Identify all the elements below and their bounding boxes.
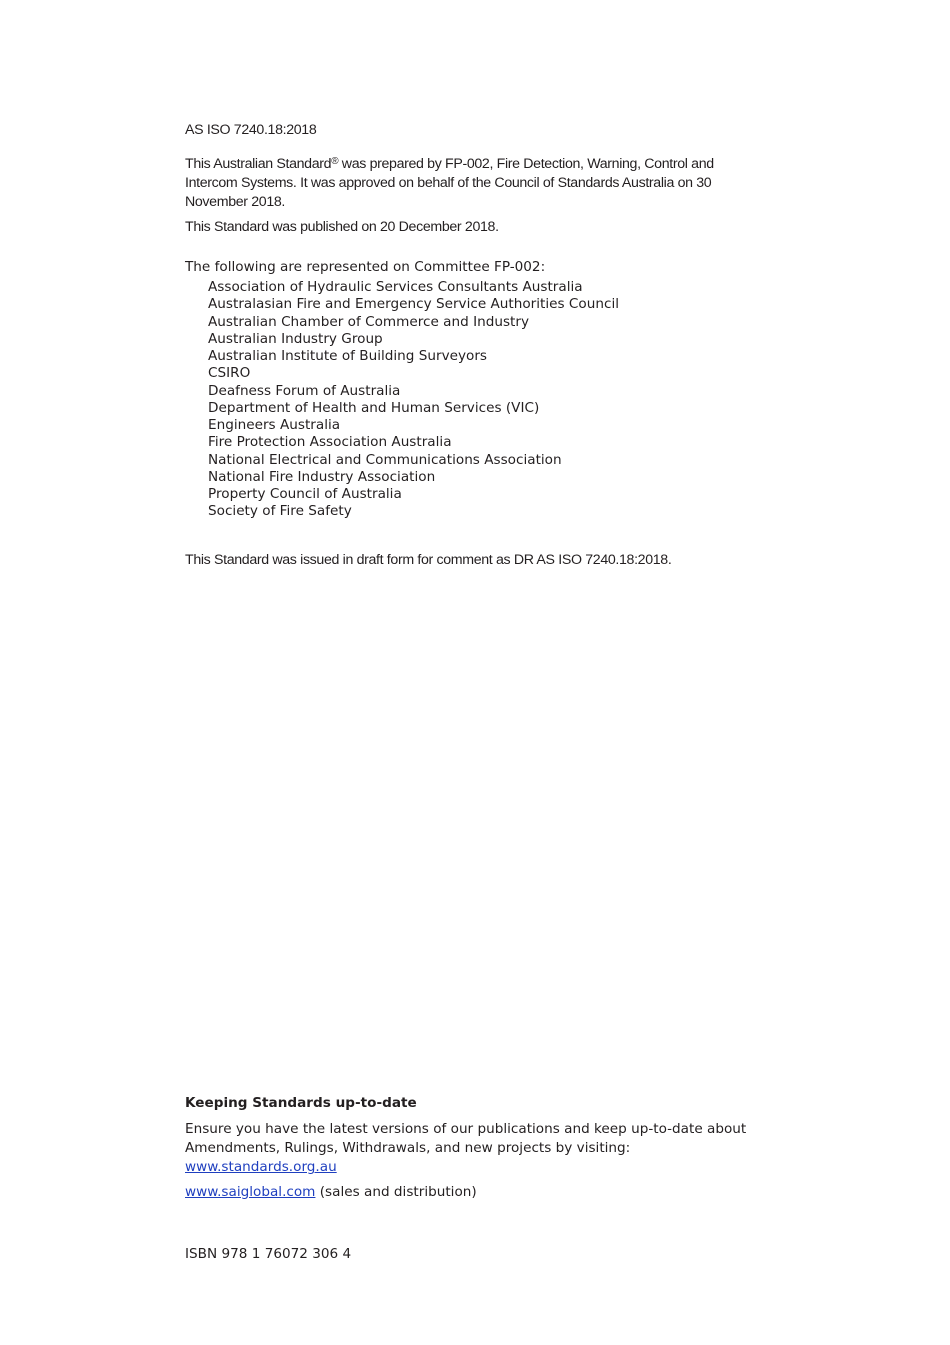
committee-member: Fire Protection Association Australia	[208, 434, 452, 451]
committee-member: National Electrical and Communications Association	[208, 451, 562, 468]
saiglobal-line	[185, 1184, 477, 1200]
committee-member: Engineers Australia	[208, 417, 341, 433]
saiglobal-link[interactable]: www.saiglobal.com	[185, 1184, 316, 1200]
committee-member: Australian Institute of Building Surveyors	[208, 348, 488, 364]
committee-member: National Fire Industry Association	[208, 468, 436, 485]
committee-intro: The following are represented on Committee FP-002:	[185, 259, 546, 275]
saiglobal-note: (sales and distribution)	[315, 1184, 477, 1200]
committee-member: Deafness Forum of Australia	[208, 382, 401, 399]
committee-members-list	[185, 279, 619, 521]
committee-member: Property Council of Australia	[208, 486, 402, 502]
committee-member: Department of Health and Human Services (VIC)	[208, 399, 540, 416]
isbn: ISBN 978 1 76072 306 4	[185, 1246, 352, 1262]
committee-member: Australian Industry Group	[208, 330, 383, 347]
keeping-up-to-date-text: Ensure you have the latest versions of our publications and keep up-to-date about Amendments, Rulings, Withdrawals, and new projects by visiting:	[185, 1121, 747, 1157]
approval-prefix: This Australian Standard	[185, 156, 332, 172]
draft-note: This Standard was issued in draft form for comment as DR AS ISO 7240.18:2018.	[185, 552, 672, 568]
approval-suffix: was prepared by FP-002, Fire Detection, Warning, Control and Intercom Systems. It was approved on behalf of the Council of Standards Australia on 30 November 2018.	[185, 156, 714, 211]
standard-number: AS ISO 7240.18:2018	[185, 122, 317, 138]
keeping-up-to-date-body	[185, 1120, 785, 1178]
committee-member: Australasian Fire and Emergency Service Authorities Council	[208, 296, 619, 313]
keeping-up-to-date-heading: Keeping Standards up-to-date	[185, 1095, 417, 1111]
registered-mark: ®	[331, 156, 339, 167]
approval-paragraph	[185, 155, 760, 213]
committee-member: Society of Fire Safety	[208, 503, 352, 520]
standards-org-link[interactable]: www.standards.org.au	[185, 1159, 337, 1176]
committee-member: Australian Chamber of Commerce and Industry	[208, 313, 529, 330]
published-date-text: This Standard was published on 20 December 2018.	[185, 219, 499, 235]
committee-member: Association of Hydraulic Services Consultants Australia	[208, 279, 583, 295]
committee-member: CSIRO	[208, 365, 251, 382]
